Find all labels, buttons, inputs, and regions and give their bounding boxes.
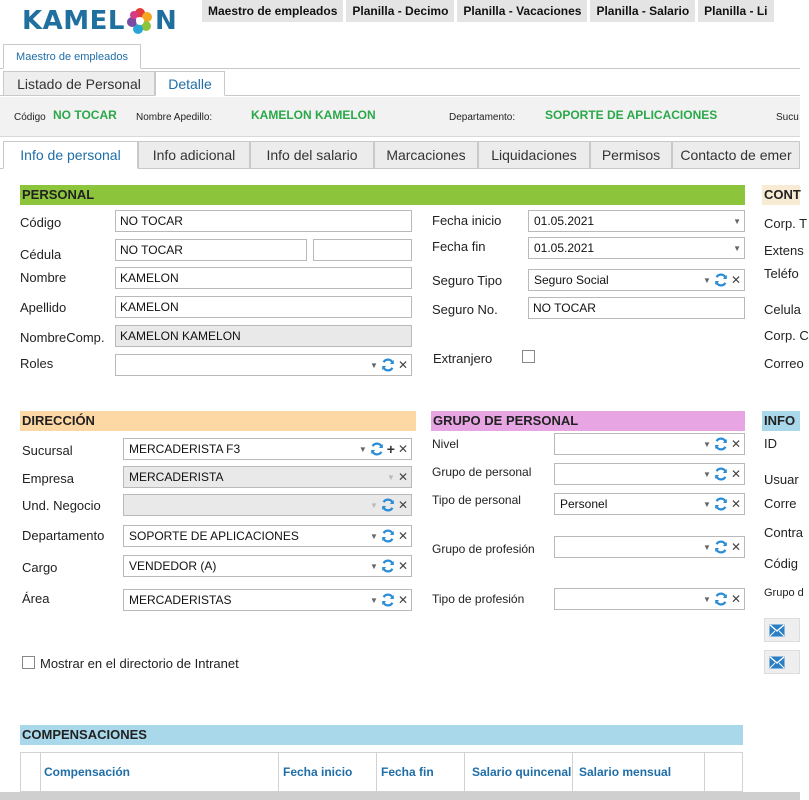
- extranjero-label: Extranjero: [433, 351, 493, 366]
- grupo-profesion-clear-icon[interactable]: ✕: [730, 540, 741, 554]
- correo-label: Correo: [764, 356, 804, 371]
- nivel-refresh-icon[interactable]: [714, 437, 728, 451]
- tab-info-adicional[interactable]: Info adicional: [138, 141, 250, 169]
- tab-info-salario[interactable]: Info del salario: [250, 141, 374, 169]
- nombrecomp-input: KAMELON KAMELON: [115, 325, 412, 347]
- top-menu-planilla-li[interactable]: Planilla - Li: [698, 0, 773, 22]
- summary-depto-value: SOPORTE DE APLICACIONES: [545, 108, 718, 122]
- und-negocio-dropdown-icon: ▼: [370, 500, 378, 510]
- seguro-tipo-label: Seguro Tipo: [432, 273, 503, 288]
- personal-section-header: PERSONAL: [20, 185, 745, 205]
- fecha-fin-label: Fecha fin: [432, 239, 486, 254]
- und-negocio-refresh-icon[interactable]: [381, 498, 395, 512]
- logo-text-right: N: [154, 6, 178, 36]
- compensaciones-section-header: COMPENSACIONES: [20, 725, 743, 745]
- apellido-label: Apellido: [20, 300, 67, 315]
- codigo-label: Código: [20, 215, 62, 230]
- seguro-tipo-clear-icon[interactable]: ✕: [730, 273, 741, 287]
- cedula-input[interactable]: NO TOCAR: [115, 239, 307, 261]
- fecha-fin-value: 01.05.2021: [534, 241, 595, 255]
- grupo-personal-dropdown-icon[interactable]: ▼: [703, 469, 711, 479]
- tipo-personal-dropdown-icon[interactable]: ▼: [703, 499, 711, 509]
- grupo-personal-clear-icon[interactable]: ✕: [730, 467, 741, 481]
- col-header-salario-quincenal[interactable]: Salario quincenal: [465, 753, 573, 791]
- apellido-input[interactable]: KAMELON: [115, 296, 412, 318]
- summary-sucursal-label: Sucu: [776, 112, 799, 123]
- compensaciones-table: [20, 752, 743, 792]
- extranjero-checkbox[interactable]: [522, 350, 535, 363]
- grupo-profesion-combo[interactable]: [554, 536, 745, 558]
- grupo-personal-label: Grupo de personal: [432, 465, 532, 479]
- tipo-personal-clear-icon[interactable]: ✕: [730, 497, 741, 511]
- top-bar: [0, 0, 800, 42]
- area-dropdown-icon[interactable]: ▼: [370, 595, 378, 605]
- departamento-dropdown-icon[interactable]: ▼: [370, 531, 378, 541]
- tipo-personal-value: Personel: [560, 497, 608, 511]
- mail-button-2[interactable]: [764, 650, 800, 674]
- col-header-extra[interactable]: [705, 753, 742, 791]
- mail-icon: [769, 656, 785, 669]
- extension-label: Extens: [764, 243, 804, 258]
- tipo-profesion-clear-icon[interactable]: ✕: [730, 592, 741, 606]
- col-header-fecha-fin[interactable]: Fecha fin: [377, 753, 465, 791]
- summary-nombre-label: Nombre Apedillo:: [136, 112, 213, 123]
- area-clear-icon[interactable]: ✕: [397, 593, 408, 607]
- nombrecomp-label: NombreComp.: [20, 330, 105, 345]
- und-negocio-label: Und. Negocio: [22, 498, 101, 513]
- summary-codigo-value: NO TOCAR: [53, 108, 117, 122]
- summary-nombre-value: KAMELON KAMELON: [251, 108, 376, 122]
- tab-info-personal[interactable]: Info de personal: [3, 141, 138, 169]
- tipo-personal-combo[interactable]: [554, 493, 745, 515]
- intranet-checkbox[interactable]: [22, 656, 35, 669]
- sucursal-add-icon[interactable]: +: [386, 441, 395, 457]
- fecha-fin-combo[interactable]: [528, 237, 745, 259]
- nivel-label: Nivel: [432, 437, 459, 451]
- tab-listado-personal[interactable]: Listado de Personal: [3, 71, 155, 96]
- cargo-label: Cargo: [22, 560, 58, 575]
- logo-text-left: KAMEL: [22, 6, 125, 36]
- tab-detalle[interactable]: Detalle: [155, 71, 225, 96]
- cargo-dropdown-icon[interactable]: ▼: [370, 561, 378, 571]
- app-logo[interactable]: [22, 4, 177, 38]
- grupo-profesion-refresh-icon[interactable]: [714, 540, 728, 554]
- nivel-clear-icon[interactable]: ✕: [730, 437, 741, 451]
- seguro-no-label: Seguro No.: [432, 302, 498, 317]
- roles-label: Roles: [20, 356, 54, 371]
- tab-maestro-empleados[interactable]: Maestro de empleados: [3, 44, 141, 69]
- employee-summary-bar: [0, 97, 800, 137]
- cedula-label: Cédula: [20, 247, 62, 262]
- tipo-profesion-combo[interactable]: [554, 588, 745, 610]
- top-menu-planilla-salario[interactable]: Planilla - Salario: [590, 0, 695, 22]
- celular-label: Celula: [764, 302, 801, 317]
- empresa-clear-icon[interactable]: ✕: [397, 470, 408, 484]
- summary-codigo-label: Código: [14, 112, 46, 123]
- cargo-combo[interactable]: [123, 555, 412, 577]
- grupo-section-header: GRUPO DE PERSONAL: [431, 411, 745, 431]
- sucursal-label: Sucursal: [22, 443, 73, 458]
- contacto-section-header: CONT: [762, 185, 800, 205]
- seguro-tipo-combo[interactable]: [528, 269, 745, 291]
- correo-info-label: Corre: [764, 496, 797, 511]
- roles-combo[interactable]: [115, 354, 412, 376]
- col-header-compensacion[interactable]: Compensación: [41, 753, 279, 791]
- area-label: Área: [22, 591, 50, 606]
- nombre-label: Nombre: [20, 270, 67, 285]
- grupo-profesion-dropdown-icon[interactable]: ▼: [703, 542, 711, 552]
- tab-liquidaciones[interactable]: Liquidaciones: [478, 141, 590, 169]
- grupo-personal-combo[interactable]: [554, 463, 745, 485]
- col-header-salario-mensual[interactable]: Salario mensual: [573, 753, 705, 791]
- roles-refresh-icon[interactable]: [381, 358, 395, 372]
- summary-depto-label: Departamento:: [449, 112, 516, 123]
- module-tab-strip: [0, 44, 800, 69]
- col-header-fecha-inicio[interactable]: Fecha inicio: [279, 753, 377, 791]
- cargo-refresh-icon[interactable]: [381, 559, 395, 573]
- cedula-extra-input[interactable]: [313, 239, 412, 261]
- area-refresh-icon[interactable]: [381, 593, 395, 607]
- fecha-inicio-combo[interactable]: [528, 210, 745, 232]
- departamento-refresh-icon[interactable]: [381, 529, 395, 543]
- codigo-info-label: Códig: [764, 556, 798, 571]
- empresa-combo[interactable]: [123, 466, 412, 488]
- grupo-info-label: Grupo d: [764, 587, 804, 599]
- telefono-label: Teléfo: [764, 266, 799, 281]
- grupo-personal-refresh-icon[interactable]: [714, 467, 728, 481]
- direccion-section-header: DIRECCIÓN: [20, 411, 416, 431]
- info-section-header: INFO: [762, 411, 800, 431]
- sucursal-combo[interactable]: [123, 438, 412, 460]
- seguro-tipo-refresh-icon[interactable]: [714, 273, 728, 287]
- empresa-value: MERCADERISTA: [129, 470, 224, 484]
- departamento-value: SOPORTE DE APLICACIONES: [129, 529, 299, 543]
- empresa-label: Empresa: [22, 471, 75, 486]
- departamento-combo[interactable]: [123, 525, 412, 547]
- corp-tel-label: Corp. T: [764, 216, 808, 231]
- horizontal-scrollbar[interactable]: [0, 792, 800, 800]
- tab-permisos[interactable]: Permisos: [590, 141, 672, 169]
- usuario-label: Usuar: [764, 472, 799, 487]
- top-menu-planilla-vacaciones[interactable]: Planilla - Vacaciones: [457, 0, 587, 22]
- corp-correo-label: Corp. C: [764, 328, 809, 343]
- main-tab-strip: [0, 141, 800, 169]
- grupo-profesion-label: Grupo de profesión: [432, 542, 535, 556]
- area-value: MERCADERISTAS: [129, 593, 232, 607]
- area-combo[interactable]: [123, 589, 412, 611]
- codigo-input[interactable]: NO TOCAR: [115, 210, 412, 232]
- tab-contacto-emergencia[interactable]: Contacto de emer: [672, 141, 800, 169]
- roles-dropdown-icon[interactable]: ▼: [370, 360, 378, 370]
- fecha-inicio-dropdown-icon[interactable]: ▼: [733, 216, 741, 226]
- id-label: ID: [764, 436, 777, 451]
- tipo-profesion-label: Tipo de profesión: [432, 592, 525, 606]
- sucursal-refresh-icon[interactable]: [370, 442, 384, 456]
- seguro-tipo-dropdown-icon[interactable]: ▼: [703, 275, 711, 285]
- seguro-no-input[interactable]: NO TOCAR: [528, 297, 745, 319]
- top-menu: [202, 0, 774, 22]
- empresa-dropdown-icon: ▼: [387, 472, 395, 482]
- tab-marcaciones[interactable]: Marcaciones: [374, 141, 478, 169]
- subtab-strip: [0, 71, 800, 96]
- und-negocio-combo[interactable]: [123, 494, 412, 516]
- intranet-label: Mostrar en el directorio de Intranet: [40, 656, 239, 671]
- fecha-inicio-label: Fecha inicio: [432, 213, 502, 228]
- departamento-label: Departamento: [22, 528, 105, 543]
- table-col-spacer: [21, 753, 41, 791]
- top-menu-maestro[interactable]: Maestro de empleados: [202, 0, 343, 22]
- sucursal-clear-icon[interactable]: ✕: [397, 442, 408, 456]
- nombre-input[interactable]: KAMELON: [115, 267, 412, 289]
- logo-flower-icon: [126, 7, 154, 35]
- tipo-personal-refresh-icon[interactable]: [714, 497, 728, 511]
- fecha-fin-dropdown-icon[interactable]: ▼: [733, 243, 741, 253]
- seguro-tipo-value: Seguro Social: [534, 273, 609, 287]
- fecha-inicio-value: 01.05.2021: [534, 214, 595, 228]
- sucursal-dropdown-icon[interactable]: ▼: [358, 444, 367, 454]
- tipo-profesion-refresh-icon[interactable]: [714, 592, 728, 606]
- contrasena-label: Contra: [764, 525, 804, 540]
- sucursal-value: MERCADERISTA F3: [129, 442, 241, 456]
- roles-clear-icon[interactable]: ✕: [397, 358, 408, 372]
- tipo-profesion-dropdown-icon[interactable]: ▼: [703, 594, 711, 604]
- nivel-dropdown-icon[interactable]: ▼: [703, 439, 711, 449]
- mail-button-1[interactable]: [764, 618, 800, 642]
- departamento-clear-icon[interactable]: ✕: [397, 529, 408, 543]
- und-negocio-clear-icon[interactable]: ✕: [397, 498, 408, 512]
- mail-icon: [769, 624, 785, 637]
- top-menu-planilla-decimo[interactable]: Planilla - Decimo: [346, 0, 454, 22]
- cargo-value: VENDEDOR (A): [129, 559, 217, 573]
- nivel-combo[interactable]: [554, 433, 745, 455]
- cargo-clear-icon[interactable]: ✕: [397, 559, 408, 573]
- tipo-personal-label: Tipo de personal: [432, 493, 521, 507]
